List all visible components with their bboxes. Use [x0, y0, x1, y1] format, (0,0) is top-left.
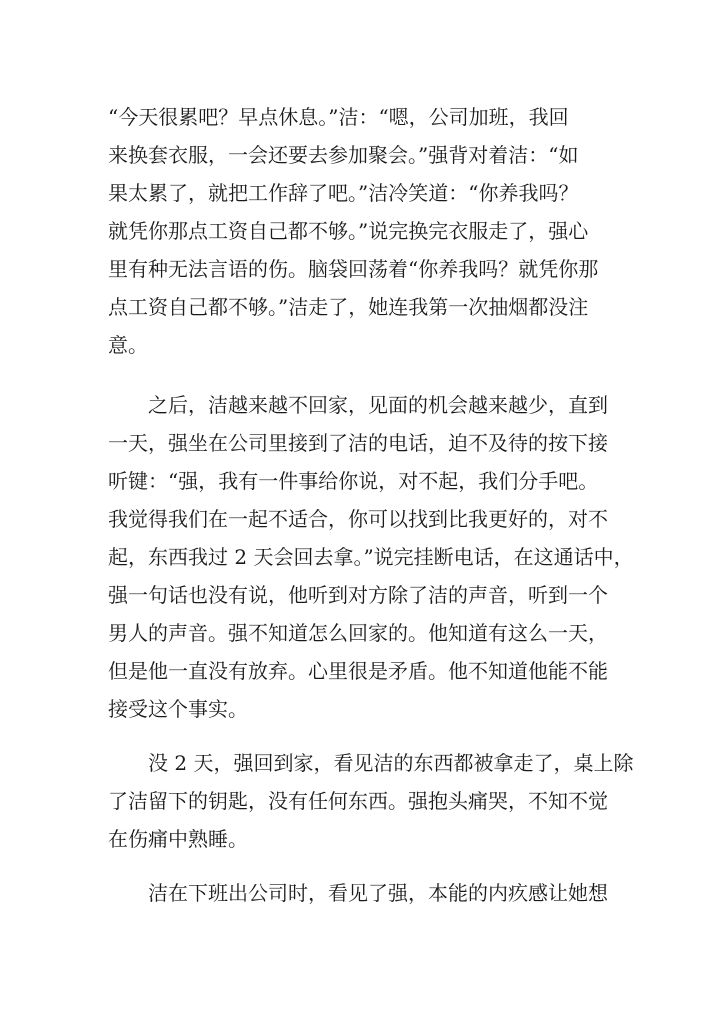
text-line: 意。 — [108, 333, 148, 357]
text-line: 之后，洁越来越不回家，见面的机会越来越少，直到 — [108, 393, 608, 417]
text-line: 在伤痛中熟睡。 — [108, 827, 248, 851]
text-line: 男人的声音。强不知道怎么回家的。他知道有这么一天， — [108, 621, 608, 645]
text-line: 但是他一直没有放弃。心里很是矛盾。他不知道他能不能 — [108, 659, 608, 683]
text-line: 点工资自己都不够。”洁走了，她连我第一次抽烟都没注 — [108, 295, 589, 319]
paragraph-4 — [108, 874, 628, 912]
text-line: 洁在下班出公司时，看见了强，本能的内疚感让她想 — [108, 881, 608, 905]
text-line: 里有种无法言语的伤。脑袋回荡着“你养我吗？就凭你那 — [108, 257, 599, 281]
text-line: 没 2 天，强回到家，看见洁的东西都被拿走了，桌上除 — [108, 751, 634, 775]
paragraph-3 — [108, 744, 634, 858]
text-line: 接受这个事实。 — [108, 697, 248, 721]
text-line: 听键：“强，我有一件事给你说，对不起，我们分手吧。 — [108, 469, 599, 493]
text-line: “今天很累吧？早点休息。”洁：“嗯，公司加班，我回 — [108, 105, 569, 129]
paragraph-1 — [108, 98, 628, 364]
text-line: 果太累了，就把工作辞了吧。”洁冷笑道：“你养我吗？ — [108, 181, 579, 205]
text-line: 起，东西我过 2 天会回去拿。”说完挂断电话，在这通话中， — [108, 545, 634, 569]
paragraph-2 — [108, 386, 634, 728]
text-line: 一天，强坐在公司里接到了洁的电话，迫不及待的按下接 — [108, 431, 608, 455]
text-line: 我觉得我们在一起不适合，你可以找到比我更好的，对不 — [108, 507, 608, 531]
text-line: 就凭你那点工资自己都不够。”说完换完衣服走了，强心 — [108, 219, 589, 243]
text-line: 强一句话也没有说，他听到对方除了洁的声音，听到一个 — [108, 583, 608, 607]
text-line: 来换套衣服，一会还要去参加聚会。”强背对着洁：“如 — [108, 143, 579, 167]
text-line: 了洁留下的钥匙，没有任何东西。强抱头痛哭，不知不觉 — [108, 789, 608, 813]
